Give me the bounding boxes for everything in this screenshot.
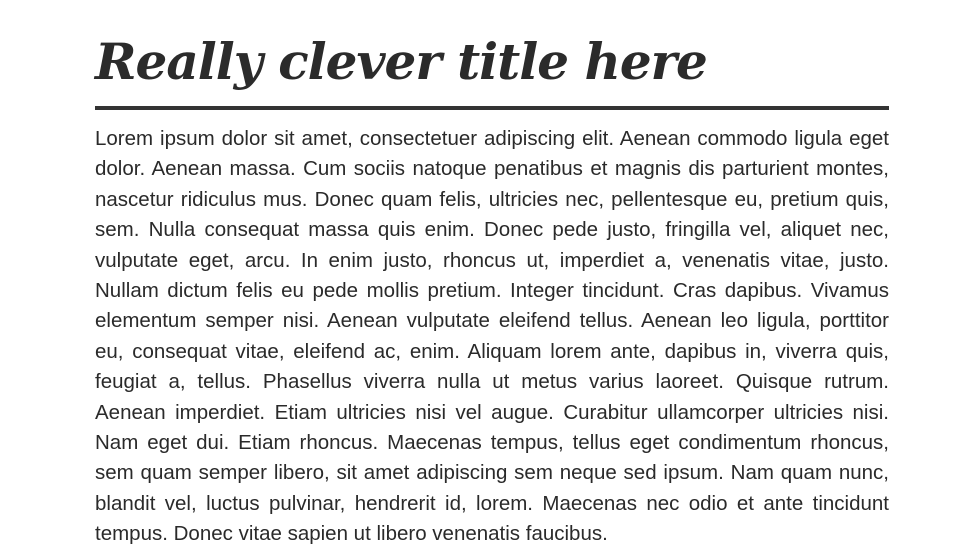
body-paragraph: Lorem ipsum dolor sit amet, consectetuer adipiscing elit. Aenean commodo ligula eget dolor. Aenean massa. Cum sociis natoque penatibus et magnis dis parturient montes, nascetur ridiculus mus. Donec quam felis, ultricies nec, pellentesque eu, pretium quis, sem. Nulla consequat massa quis enim. Donec pede justo, fringilla vel, aliquet nec, vulputate eget, arcu. In enim justo, rhoncus ut, imperdiet a, venenatis vitae, justo. Nullam dictum felis eu pede mollis pretium. Integer tincidunt. Cras dapibus. Vivamus elementum semper nisi. Aenean vulputate eleifend tellus. Aenean leo ligula, porttitor eu, consequat vitae, eleifend ac, enim. Aliquam lorem ante, dapibus in, viverra quis, feugiat a, tellus. Phasellus viverra nulla ut metus varius laoreet. Quisque rutrum. Aenean imperdiet. Etiam ultricies nisi vel augue. Curabitur ullamcorper ultricies nisi. Nam eget dui. Etiam rhoncus. Maecenas tempus, tellus eget condimentum rhoncus, sem quam semper libero, sit amet adipiscing sem neque sed ipsum. Nam quam nunc, blandit vel, luctus pulvinar, hendrerit id, lorem. Maecenas nec odio et ante tincidunt tempus. Donec vitae sapien ut libero venenatis faucibus.: [95, 127, 889, 546]
document-title: Really clever title here: [95, 32, 707, 91]
title-divider: [95, 106, 889, 110]
